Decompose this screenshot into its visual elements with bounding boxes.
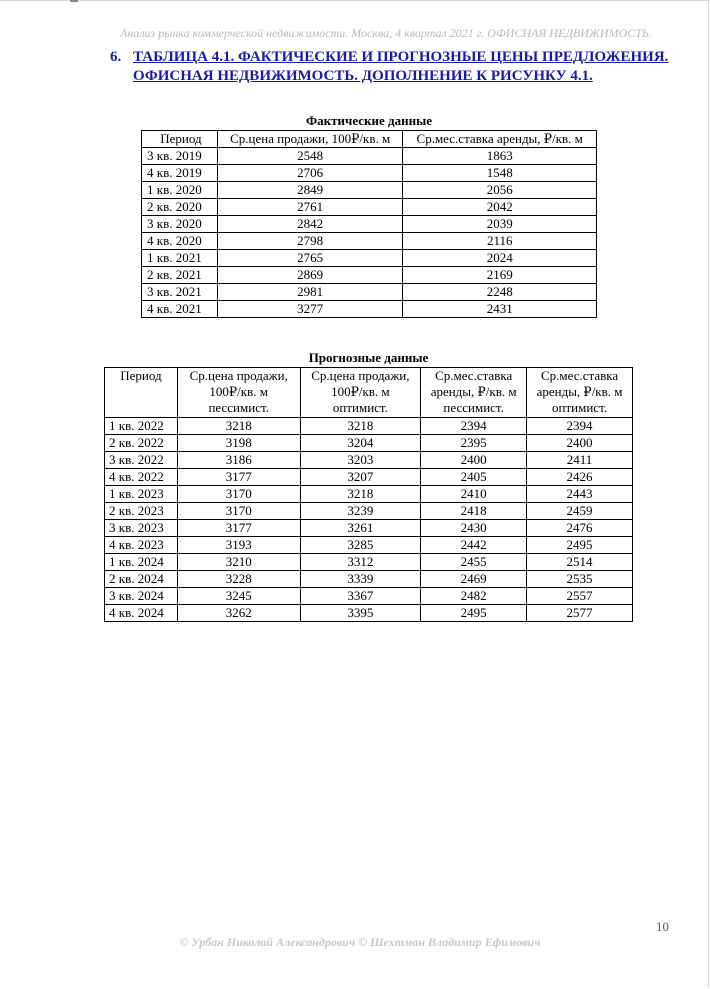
table-row [105,571,633,588]
table-row [142,284,597,301]
table-row [105,418,633,435]
table-cell: 1 кв. 2022 [105,418,178,435]
actual-data-table [141,130,597,318]
table-cell: 2798 [217,233,403,250]
table-cell: 3367 [300,588,421,605]
table-row [142,267,597,284]
table-cell: 2557 [527,588,633,605]
table-cell: 3 кв. 2021 [142,284,218,301]
table-cell: 1863 [403,148,597,165]
table-cell: 2418 [421,503,527,520]
table-cell: 3193 [177,537,300,554]
table-cell: 3186 [177,452,300,469]
table-row [105,554,633,571]
table-cell: 1 кв. 2020 [142,182,218,199]
table-cell: 2476 [527,520,633,537]
section-title [133,48,673,86]
table-cell: 2426 [527,469,633,486]
table-cell: 2400 [527,435,633,452]
table-cell: 2548 [217,148,403,165]
table-cell: 2482 [421,588,527,605]
table-cell: 4 кв. 2019 [142,165,218,182]
table-cell: 3 кв. 2020 [142,216,218,233]
table-cell: 2395 [421,435,527,452]
table-row [142,250,597,267]
column-header: Ср.цена продажи, 100₽/кв. м пессимист. [177,368,300,418]
table-cell: 3339 [300,571,421,588]
table-cell: 2535 [527,571,633,588]
table-cell: 2 кв. 2023 [105,503,178,520]
table-cell: 2469 [421,571,527,588]
table-cell: 2443 [527,486,633,503]
table-cell: 1 кв. 2023 [105,486,178,503]
table-cell: 2169 [403,267,597,284]
table-cell: 2761 [217,199,403,216]
table-cell: 2024 [403,250,597,267]
forecast-data-table [104,367,633,622]
table-cell: 1548 [403,165,597,182]
table-cell: 1 кв. 2021 [142,250,218,267]
table-cell: 3207 [300,469,421,486]
table-cell: 4 кв. 2021 [142,301,218,318]
section-title-line-2: ОФИСНАЯ НЕДВИЖИМОСТЬ. ДОПОЛНЕНИЕ К РИСУНКУ 4.1. [133,68,593,84]
table-cell: 3312 [300,554,421,571]
corner-mark [70,0,78,2]
actual-table-header-row [142,131,597,148]
table-cell: 2981 [217,284,403,301]
table-cell: 2116 [403,233,597,250]
table-cell: 2431 [403,301,597,318]
column-header: Период [142,131,218,148]
table-row [142,182,597,199]
column-header: Ср.цена продажи, 100₽/кв. м [217,131,403,148]
table-row [105,486,633,503]
table-row [142,301,597,318]
table-row [142,199,597,216]
table-cell: 2405 [421,469,527,486]
table-cell: 3218 [300,486,421,503]
table-row [105,537,633,554]
table-cell: 3 кв. 2023 [105,520,178,537]
table-cell: 4 кв. 2024 [105,605,178,622]
table-cell: 2056 [403,182,597,199]
table-cell: 2869 [217,267,403,284]
section-title-line-1: ТАБЛИЦА 4.1. ФАКТИЧЕСКИЕ И ПРОГНОЗНЫЕ ЦЕНЫ ПРЕДЛОЖЕНИЯ. [133,49,669,65]
table-cell: 2411 [527,452,633,469]
table-cell: 1 кв. 2024 [105,554,178,571]
table-cell: 2430 [421,520,527,537]
table-cell: 3218 [177,418,300,435]
table-cell: 2042 [403,199,597,216]
table-row [142,148,597,165]
page-number: 10 [656,919,669,934]
table-cell: 2 кв. 2020 [142,199,218,216]
table-cell: 2 кв. 2022 [105,435,178,452]
table-cell: 3170 [177,503,300,520]
table-cell: 3228 [177,571,300,588]
table-row [105,605,633,622]
table-cell: 4 кв. 2022 [105,469,178,486]
table-cell: 2514 [527,554,633,571]
table-cell: 2248 [403,284,597,301]
table-cell: 2 кв. 2024 [105,571,178,588]
table-cell: 2495 [527,537,633,554]
forecast-table-caption: Прогнозные данные [308,350,429,365]
table-cell: 2495 [421,605,527,622]
table-cell: 2410 [421,486,527,503]
column-header: Ср.мес.ставка аренды, ₽/кв. м [403,131,597,148]
table-cell: 3 кв. 2019 [142,148,218,165]
forecast-table-header-row [105,368,633,418]
column-header: Ср.цена продажи, 100₽/кв. м оптимист. [300,368,421,418]
table-cell: 3170 [177,486,300,503]
table-cell: 3 кв. 2024 [105,588,178,605]
column-header: Ср.мес.ставка аренды, ₽/кв. м пессимист. [421,368,527,418]
table-cell: 3277 [217,301,403,318]
table-cell: 3 кв. 2022 [105,452,178,469]
actual-table-caption: Фактические данные [305,113,433,128]
table-cell: 3218 [300,418,421,435]
table-cell: 2577 [527,605,633,622]
table-cell: 2459 [527,503,633,520]
table-row [142,165,597,182]
table-cell: 2765 [217,250,403,267]
table-row [105,520,633,537]
table-cell: 2400 [421,452,527,469]
table-cell: 3239 [300,503,421,520]
column-header: Период [105,368,178,418]
table-cell: 2039 [403,216,597,233]
table-cell: 3395 [300,605,421,622]
table-cell: 2706 [217,165,403,182]
table-row [105,435,633,452]
table-row [142,216,597,233]
table-cell: 2455 [421,554,527,571]
table-cell: 3198 [177,435,300,452]
table-row [105,469,633,486]
table-cell: 3261 [300,520,421,537]
table-cell: 2442 [421,537,527,554]
table-row [105,503,633,520]
table-row [105,588,633,605]
table-cell: 3245 [177,588,300,605]
table-cell: 2849 [217,182,403,199]
section-number: 6. [110,49,122,65]
table-cell: 2 кв. 2021 [142,267,218,284]
table-cell: 3177 [177,469,300,486]
table-cell: 3203 [300,452,421,469]
table-cell: 3262 [177,605,300,622]
table-cell: 2394 [527,418,633,435]
table-row [142,233,597,250]
page-header: Анализ рынка коммерческой недвижимости. Москва, 4 квартал 2021 г. ОФИСНАЯ НЕДВИЖИМОСТЬ. [120,26,652,40]
table-cell: 4 кв. 2020 [142,233,218,250]
page-footer: © Урбан Николай Александрович © Шехтман Владимир Ефимович [179,935,541,949]
table-cell: 2394 [421,418,527,435]
table-cell: 3204 [300,435,421,452]
table-cell: 3177 [177,520,300,537]
column-header: Ср.мес.ставка аренды, ₽/кв. м оптимист. [527,368,633,418]
table-cell: 2842 [217,216,403,233]
table-cell: 4 кв. 2023 [105,537,178,554]
table-cell: 3210 [177,554,300,571]
table-row [105,452,633,469]
table-cell: 3285 [300,537,421,554]
